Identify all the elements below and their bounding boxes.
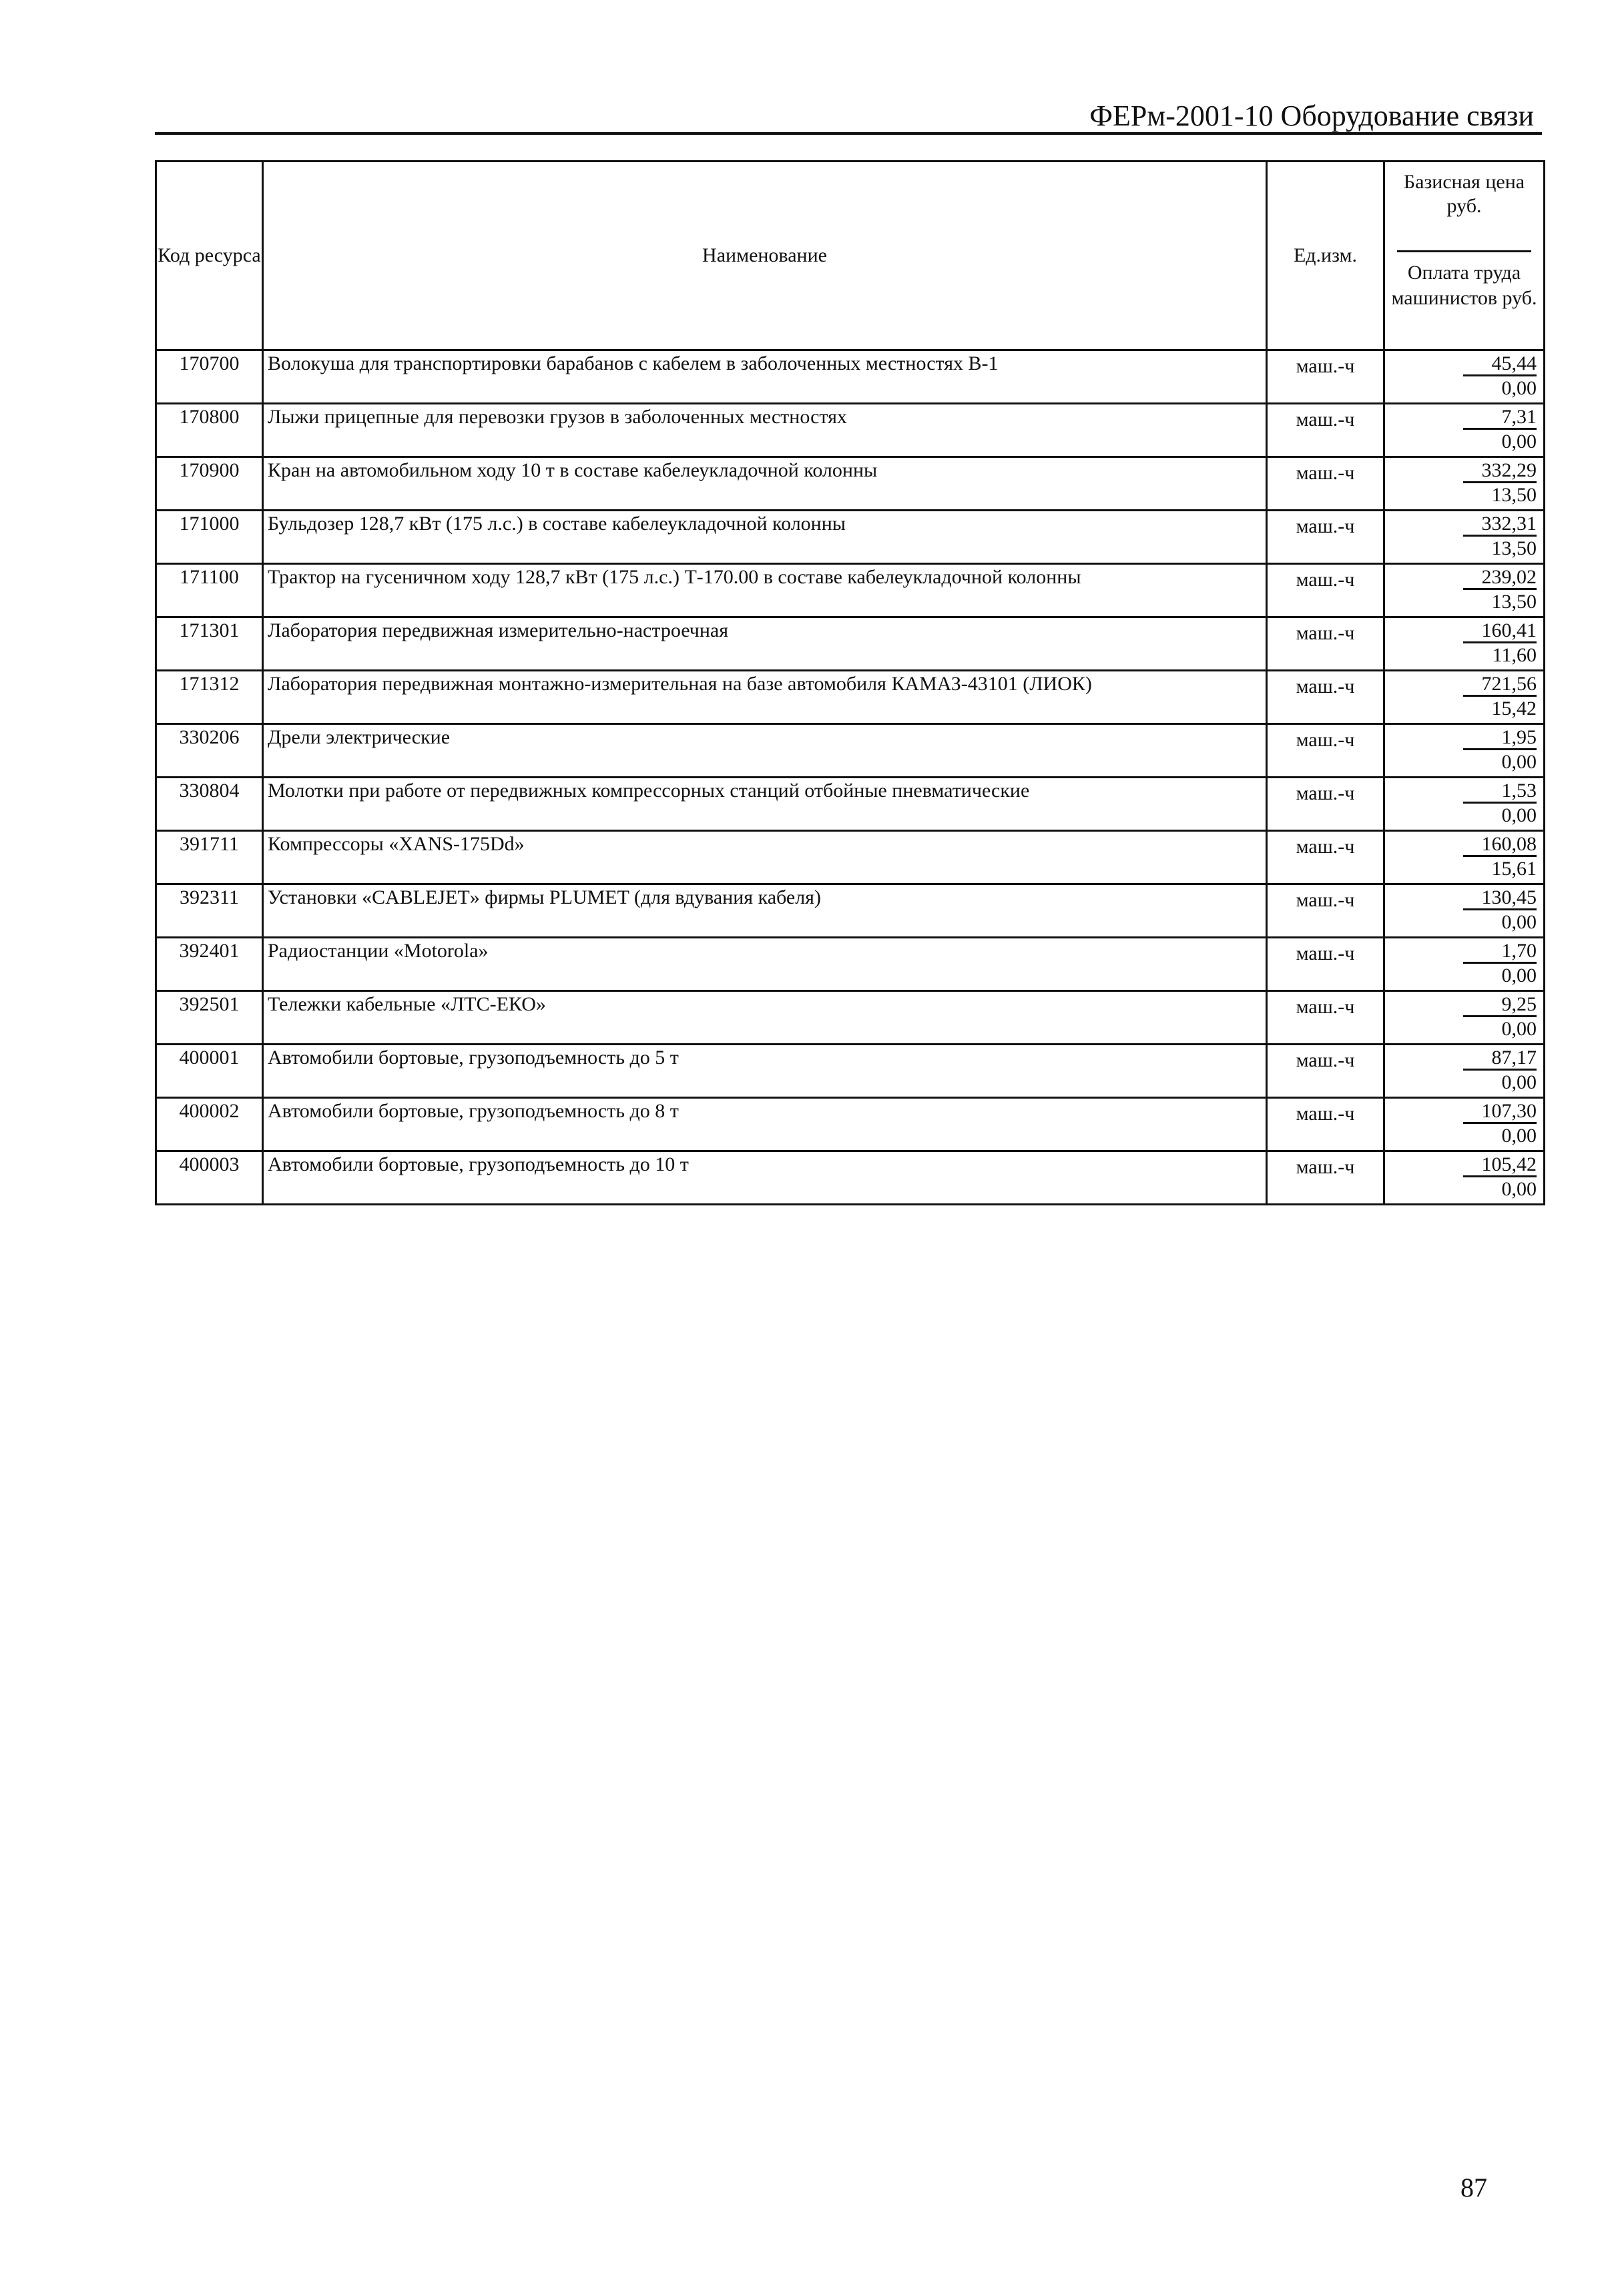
column-header-price [1384, 162, 1545, 350]
table-row [156, 671, 1545, 724]
resource-price-cell [1384, 778, 1545, 831]
resource-name: Компрессоры «XANS-175Dd» [263, 831, 1267, 884]
resource-unit: маш.-ч [1267, 617, 1384, 671]
resource-code: 392401 [156, 938, 263, 991]
resource-name: Трактор на гусеничном ходу 128,7 кВт (175 л.с.) Т-170.00 в составе кабелеукладочной колонны [263, 564, 1267, 617]
table-row [156, 938, 1545, 991]
resource-name: Автомобили бортовые, грузоподъемность до 8 т [263, 1098, 1267, 1151]
page-number: 87 [1460, 2173, 1487, 2203]
operator-wage: 13,50 [1491, 537, 1537, 559]
table-header-row [156, 162, 1545, 350]
table-row [156, 831, 1545, 884]
resource-unit: маш.-ч [1267, 991, 1384, 1045]
resource-price-cell [1384, 350, 1545, 404]
operator-wage: 0,00 [1501, 1071, 1537, 1093]
resource-price-cell [1384, 884, 1545, 938]
operator-wage: 0,00 [1501, 1125, 1537, 1147]
resource-name: Бульдозер 128,7 кВт (175 л.с.) в составе кабелеукладочной колонны [263, 511, 1267, 564]
resource-code: 392311 [156, 884, 263, 938]
resource-code: 400002 [156, 1098, 263, 1151]
resource-unit: маш.-ч [1267, 404, 1384, 457]
operator-wage: 0,00 [1501, 911, 1537, 933]
resource-unit: маш.-ч [1267, 1045, 1384, 1098]
table-row [156, 991, 1545, 1045]
resource-unit: маш.-ч [1267, 511, 1384, 564]
base-price: 1,53 [1463, 780, 1537, 804]
table-row [156, 564, 1545, 617]
resource-code: 171000 [156, 511, 263, 564]
resource-name: Волокуша для транспортировки барабанов с кабелем в заболоченных местностях В-1 [263, 350, 1267, 404]
resource-code: 330206 [156, 724, 263, 778]
operator-wage: 13,50 [1491, 591, 1537, 613]
base-price: 721,56 [1463, 673, 1537, 697]
resource-price-cell [1384, 511, 1545, 564]
resource-unit: маш.-ч [1267, 884, 1384, 938]
resource-name: Тележки кабельные «ЛТС-ЕКО» [263, 991, 1267, 1045]
table-row [156, 1045, 1545, 1098]
resource-price-cell [1384, 617, 1545, 671]
table-row [156, 1098, 1545, 1151]
resource-unit: маш.-ч [1267, 671, 1384, 724]
resource-code: 330804 [156, 778, 263, 831]
resource-code: 170700 [156, 350, 263, 404]
column-header-base-price: Базисная цена руб. [1403, 171, 1525, 217]
resource-unit: маш.-ч [1267, 778, 1384, 831]
base-price: 105,42 [1463, 1153, 1537, 1177]
resource-name: Лаборатория передвижная измерительно-настроечная [263, 617, 1267, 671]
resource-name: Автомобили бортовые, грузоподъемность до 10 т [263, 1151, 1267, 1205]
resource-unit: маш.-ч [1267, 457, 1384, 511]
operator-wage: 11,60 [1492, 644, 1537, 666]
resource-price-cell [1384, 457, 1545, 511]
base-price: 9,25 [1463, 993, 1537, 1017]
resource-code: 170900 [156, 457, 263, 511]
table-row [156, 1151, 1545, 1205]
operator-wage: 13,50 [1491, 484, 1537, 506]
document-header [155, 100, 1542, 135]
resource-code: 171312 [156, 671, 263, 724]
resource-code: 400001 [156, 1045, 263, 1098]
resource-unit: маш.-ч [1267, 724, 1384, 778]
base-price: 1,70 [1463, 940, 1537, 964]
resource-price-cell [1384, 938, 1545, 991]
table-row [156, 617, 1545, 671]
column-header-code: Код ресурса [156, 162, 263, 350]
base-price: 45,44 [1463, 352, 1537, 376]
operator-wage: 0,00 [1501, 751, 1537, 773]
base-price: 160,08 [1463, 833, 1537, 857]
operator-wage: 15,42 [1491, 697, 1537, 720]
resource-code: 400003 [156, 1151, 263, 1205]
table-row [156, 457, 1545, 511]
resource-unit: маш.-ч [1267, 564, 1384, 617]
table-row [156, 350, 1545, 404]
resource-code: 392501 [156, 991, 263, 1045]
resource-unit: маш.-ч [1267, 350, 1384, 404]
base-price: 1,95 [1463, 726, 1537, 750]
table-row [156, 884, 1545, 938]
resource-name: Молотки при работе от передвижных компрессорных станций отбойные пневматические [263, 778, 1267, 831]
operator-wage: 0,00 [1501, 1178, 1537, 1200]
resource-code: 170800 [156, 404, 263, 457]
resource-price-cell [1384, 1045, 1545, 1098]
operator-wage: 0,00 [1501, 804, 1537, 826]
operator-wage: 0,00 [1501, 1018, 1537, 1040]
resource-price-cell [1384, 831, 1545, 884]
resource-unit: маш.-ч [1267, 938, 1384, 991]
resource-name: Дрели электрические [263, 724, 1267, 778]
resource-name: Лаборатория передвижная монтажно-измерительная на базе автомобиля КАМАЗ-43101 (ЛИОК) [263, 671, 1267, 724]
base-price: 332,31 [1463, 513, 1537, 537]
table-row [156, 778, 1545, 831]
resource-price-cell [1384, 1151, 1545, 1205]
resource-name: Кран на автомобильном ходу 10 т в составе кабелеукладочной колонны [263, 457, 1267, 511]
table-body [156, 350, 1545, 1205]
resource-code: 391711 [156, 831, 263, 884]
resource-name: Лыжи прицепные для перевозки грузов в заболоченных местностях [263, 404, 1267, 457]
resource-table [155, 160, 1545, 1205]
document-title: ФЕРм-2001-10 Оборудование связи [1089, 99, 1534, 132]
base-price: 239,02 [1463, 566, 1537, 590]
resource-code: 171100 [156, 564, 263, 617]
resource-price-cell [1384, 724, 1545, 778]
resource-price-cell [1384, 991, 1545, 1045]
resource-code: 171301 [156, 617, 263, 671]
resource-unit: маш.-ч [1267, 1151, 1384, 1205]
resource-name: Радиостанции «Motorola» [263, 938, 1267, 991]
resource-unit: маш.-ч [1267, 831, 1384, 884]
base-price: 160,41 [1463, 619, 1537, 643]
column-header-name: Наименование [263, 162, 1267, 350]
base-price: 7,31 [1463, 406, 1537, 430]
base-price: 107,30 [1463, 1100, 1537, 1124]
operator-wage: 0,00 [1501, 431, 1537, 453]
resource-price-cell [1384, 1098, 1545, 1151]
base-price: 87,17 [1463, 1047, 1537, 1071]
resource-name: Установки «CABLEJET» фирмы PLUMET (для вдувания кабеля) [263, 884, 1267, 938]
table-row [156, 404, 1545, 457]
operator-wage: 15,61 [1491, 858, 1537, 880]
resource-price-cell [1384, 671, 1545, 724]
table-row [156, 724, 1545, 778]
resource-unit: маш.-ч [1267, 1098, 1384, 1151]
base-price: 130,45 [1463, 886, 1537, 910]
operator-wage: 0,00 [1501, 964, 1537, 986]
column-header-operator-wage: Оплата труда машинистов руб. [1391, 262, 1537, 309]
resource-price-cell [1384, 404, 1545, 457]
operator-wage: 0,00 [1501, 377, 1537, 399]
resource-price-cell [1384, 564, 1545, 617]
column-header-unit: Ед.изм. [1267, 162, 1384, 350]
resource-name: Автомобили бортовые, грузоподъемность до 5 т [263, 1045, 1267, 1098]
table-row [156, 511, 1545, 564]
base-price: 332,29 [1463, 459, 1537, 483]
